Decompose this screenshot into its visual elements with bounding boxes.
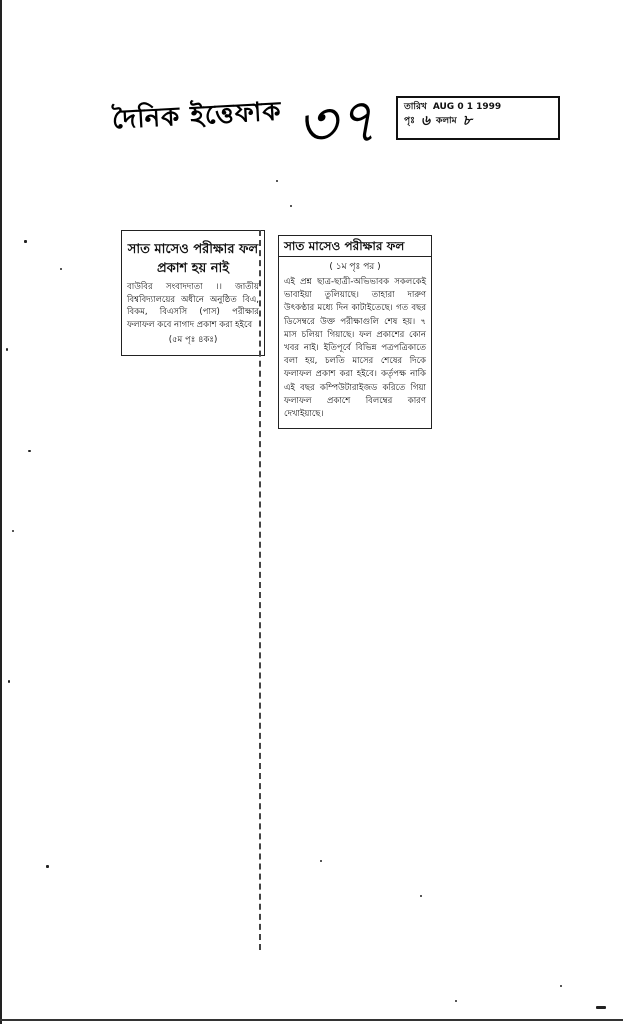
clipping-headline-line2: প্রকাশ হয় নাই bbox=[156, 261, 230, 276]
scan-speck bbox=[420, 895, 422, 897]
scan-speck bbox=[6, 348, 8, 351]
scan-speck bbox=[12, 530, 14, 532]
clipping-headline-line1: সাত মাসেও পরীক্ষার ফল bbox=[127, 242, 259, 257]
scan-speck bbox=[290, 205, 292, 207]
scan-speck bbox=[24, 240, 27, 243]
scan-speck bbox=[276, 180, 278, 182]
page-edge-left bbox=[0, 0, 2, 1024]
scan-speck bbox=[60, 268, 62, 270]
stamp-page-label: পৃঃ bbox=[404, 116, 415, 126]
handwritten-file-number: ৩৭ bbox=[293, 83, 380, 162]
stamp-column-label: কলাম bbox=[436, 116, 457, 126]
scan-speck bbox=[596, 1006, 606, 1009]
clipping-continuation-ref: (৫ম পৃঃ ৪কঃ) bbox=[168, 335, 218, 345]
newspaper-masthead: দৈনিক ইত্তেফাক bbox=[111, 96, 283, 136]
scan-speck bbox=[8, 680, 10, 683]
stamp-date-prefix: তারিখ bbox=[404, 102, 427, 112]
stamp-date-value: AUG 0 1 1999 bbox=[432, 102, 502, 112]
stamp-page-value: ৬ bbox=[420, 113, 431, 129]
scan-speck bbox=[46, 865, 49, 868]
date-stamp bbox=[396, 96, 560, 140]
scan-speck bbox=[320, 860, 322, 862]
scan-speck bbox=[455, 1000, 457, 1002]
news-clipping-front bbox=[121, 230, 265, 356]
fold-crease bbox=[259, 230, 261, 950]
page-edge-bottom bbox=[0, 1019, 623, 1021]
clipping-continued-headline: সাত মাসেও পরীক্ষার ফল bbox=[279, 238, 431, 257]
stamp-date-row bbox=[404, 100, 552, 114]
clipping-continued-subheading: ( ১ম পৃঃ পর ) bbox=[329, 262, 381, 272]
scan-speck bbox=[560, 985, 562, 987]
news-clipping-continued bbox=[278, 235, 432, 429]
clipping-body-continued: এই প্রশ্ন ছাত্র-ছাত্রী-অভিভাবক সকলকেই ভাবাইয়া তুলিয়াছে। তাহারা দারুণ উৎকণ্ঠার মধ্যে দিন কাটাইতেছে। গত বছর ডিসেম্বরে উক্ত পরীক্ষাগুলি শেষ হয়। ৭ মাস চলিয়া গিয়াছে। ফল প্রকাশের কোন খবর নাই। ইতিপূর্বে বিভিন্ন পত্রপত্রিকাতে বলা হয়, চলতি মাসের শেষের দিকে ফলাফল প্রকাশ করা হইবে। কর্তৃপক্ষ নাকি এই বছর কম্পিউটারাইজড করিতে গিয়া ফলাফল প্রকাশে বিলম্বের কারণ দেখাইয়াছে। bbox=[284, 277, 426, 420]
stamp-page-row bbox=[404, 114, 552, 128]
scan-speck bbox=[28, 450, 31, 452]
stamp-column-value: ৮ bbox=[462, 113, 472, 129]
clipping-body-front: বাউবির সংবাদদাতা ।। জাতীয় বিশ্ববিদ্যালয়ের অধীনে অনুষ্ঠিত বিএ, বিকম, বিএসসি (পাস) পরীক্ষার ফলাফল কবে নাগাদ প্রকাশ করা হইবে bbox=[127, 282, 259, 330]
